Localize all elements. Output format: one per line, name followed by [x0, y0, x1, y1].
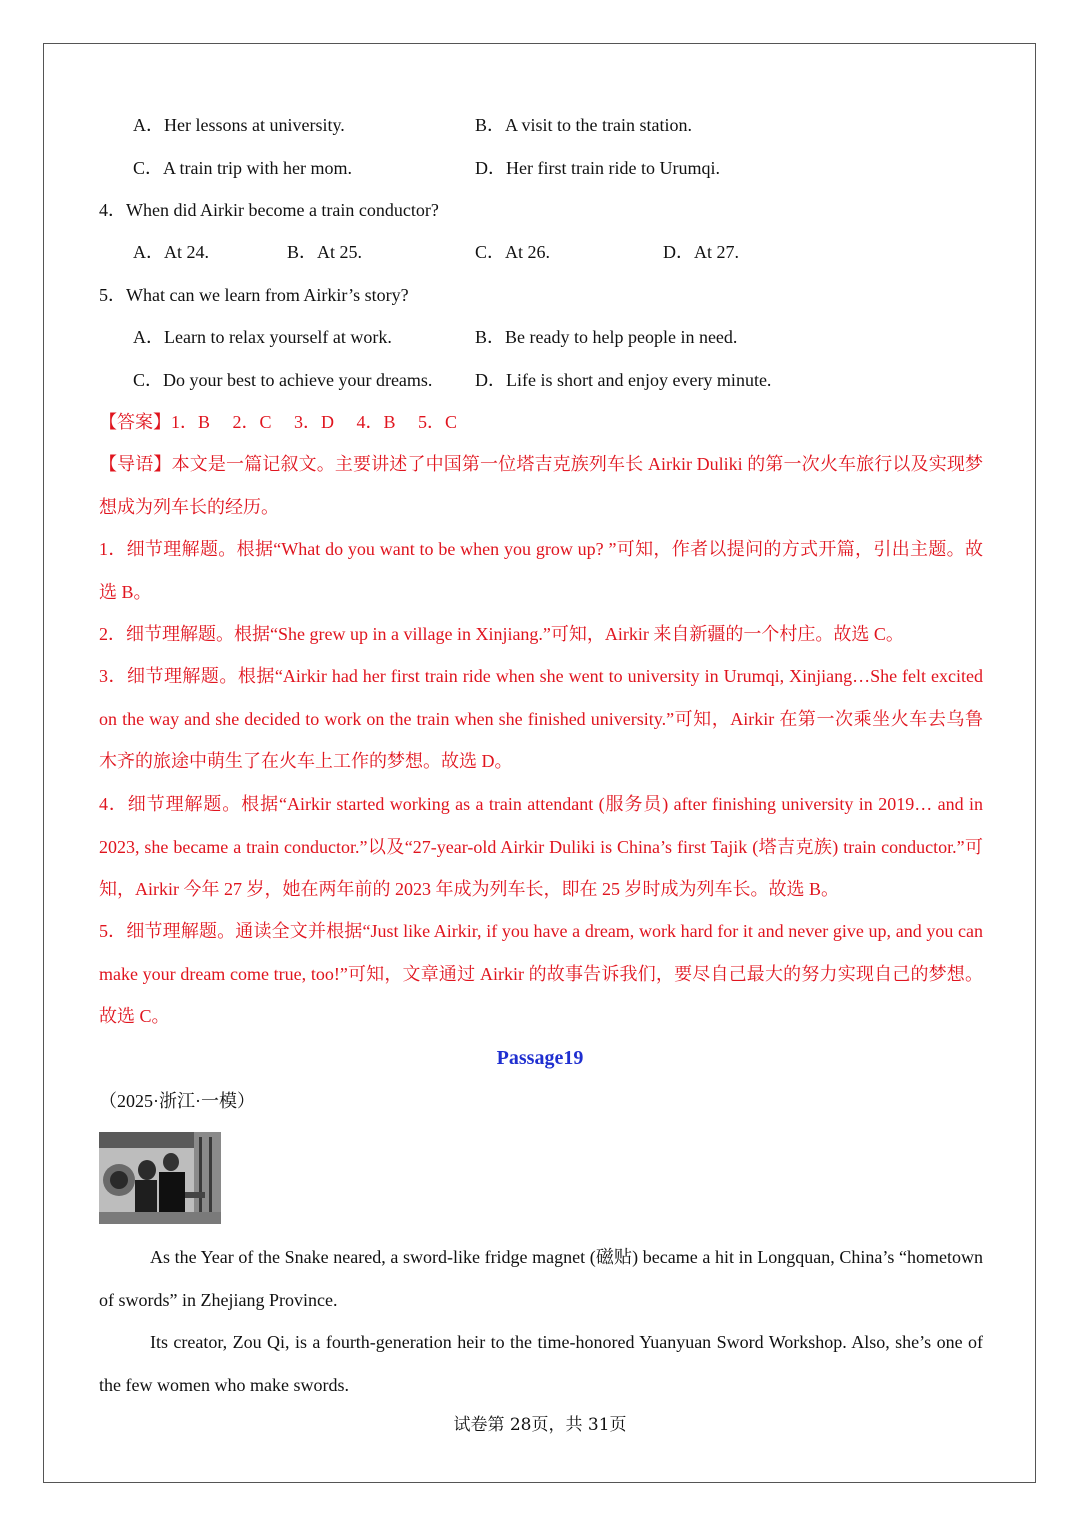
passage-paragraph-2: Its creator, Zou Qi, is a fourth-generation heir to the time-honored Yuanyuan Sword Workshop. Also, she’s one of the few women who make swords.: [99, 1332, 983, 1395]
q3-option-a: A．Her lessons at university.: [133, 115, 345, 135]
explanation-2: 2．细节理解题。根据“She grew up in a village in Xinjiang.”可知，Airkir 来自新疆的一个村庄。故选 C。: [99, 624, 904, 644]
q4-option-a: A．At 24.: [133, 242, 209, 262]
q3-option-c: C．A train trip with her mom.: [133, 158, 352, 178]
guide-text: 【导语】本文是一篇记叙文。主要讲述了中国第一位塔吉克族列车长 Airkir Duliki 的第一次火车旅行以及实现梦想成为列车长的经历。: [99, 454, 983, 517]
explanation-1: 1．细节理解题。根据“What do you want to be when you grow up? ”可知，作者以提问的方式开篇，引出主题。故选 B。: [99, 539, 983, 602]
q3-option-d: D．Her first train ride to Urumqi.: [475, 158, 720, 178]
explanation-5: 5．细节理解题。通读全文并根据“Just like Airkir, if you have a dream, work hard for it and never give up, and you can make your dream come true, too!”可知，文章通过 Airkir 的故事告诉我们，要尽自己最大的努力实现自己的梦想。故选 C。: [99, 921, 983, 1026]
q5-option-a: A．Learn to relax yourself at work.: [133, 327, 392, 347]
passage-photo: [99, 1132, 221, 1224]
explanation-4: 4．细节理解题。根据“Airkir started working as a train attendant (服务员) after finishing university in 2019… and in 2023, she became a train conductor.”以及“27-year-old Airkir Duliki is China’s first Tajik (塔吉克族) train conductor.”可知，Airkir 今年 27 岁，她在两年前的 2023 年成为列车长，即在 25 岁时成为列车长。故选 B。: [99, 794, 983, 899]
passage-title: Passage19: [496, 1047, 584, 1069]
answer-key: 【答案】1．B 2．C 3．D 4．B 5．C: [99, 412, 458, 432]
passage-paragraph-1: As the Year of the Snake neared, a sword-like fridge magnet (磁贴) became a hit in Longquan, China’s “hometown of swords” in Zhejiang Province.: [99, 1247, 983, 1310]
q4-question: 4．When did Airkir become a train conductor?: [99, 200, 439, 220]
explanation-3: 3．细节理解题。根据“Airkir had her first train ride when she went to university in Urumqi, Xinjiang…She felt excited on the way and she decided to work on the train when she finished university.”可知，Airkir 在第一次乘坐火车去乌鲁木齐的旅途中萌生了在火车上工作的梦想。故选 D。: [99, 666, 983, 771]
page-footer: 试卷第 28页，共 31页: [453, 1415, 627, 1435]
source-label: （2025·浙江·一模）: [99, 1091, 255, 1111]
q5-option-c: C．Do your best to achieve your dreams.: [133, 370, 433, 390]
q4-option-d: D．At 27.: [663, 242, 739, 262]
q4-option-b: B．At 25.: [287, 242, 363, 262]
q4-option-c: C．At 26.: [475, 242, 551, 262]
q3-option-b: B．A visit to the train station.: [475, 115, 692, 135]
q5-option-b: B．Be ready to help people in need.: [475, 327, 738, 347]
q5-option-d: D．Life is short and enjoy every minute.: [475, 370, 772, 390]
q5-question: 5．What can we learn from Airkir’s story?: [99, 285, 409, 305]
